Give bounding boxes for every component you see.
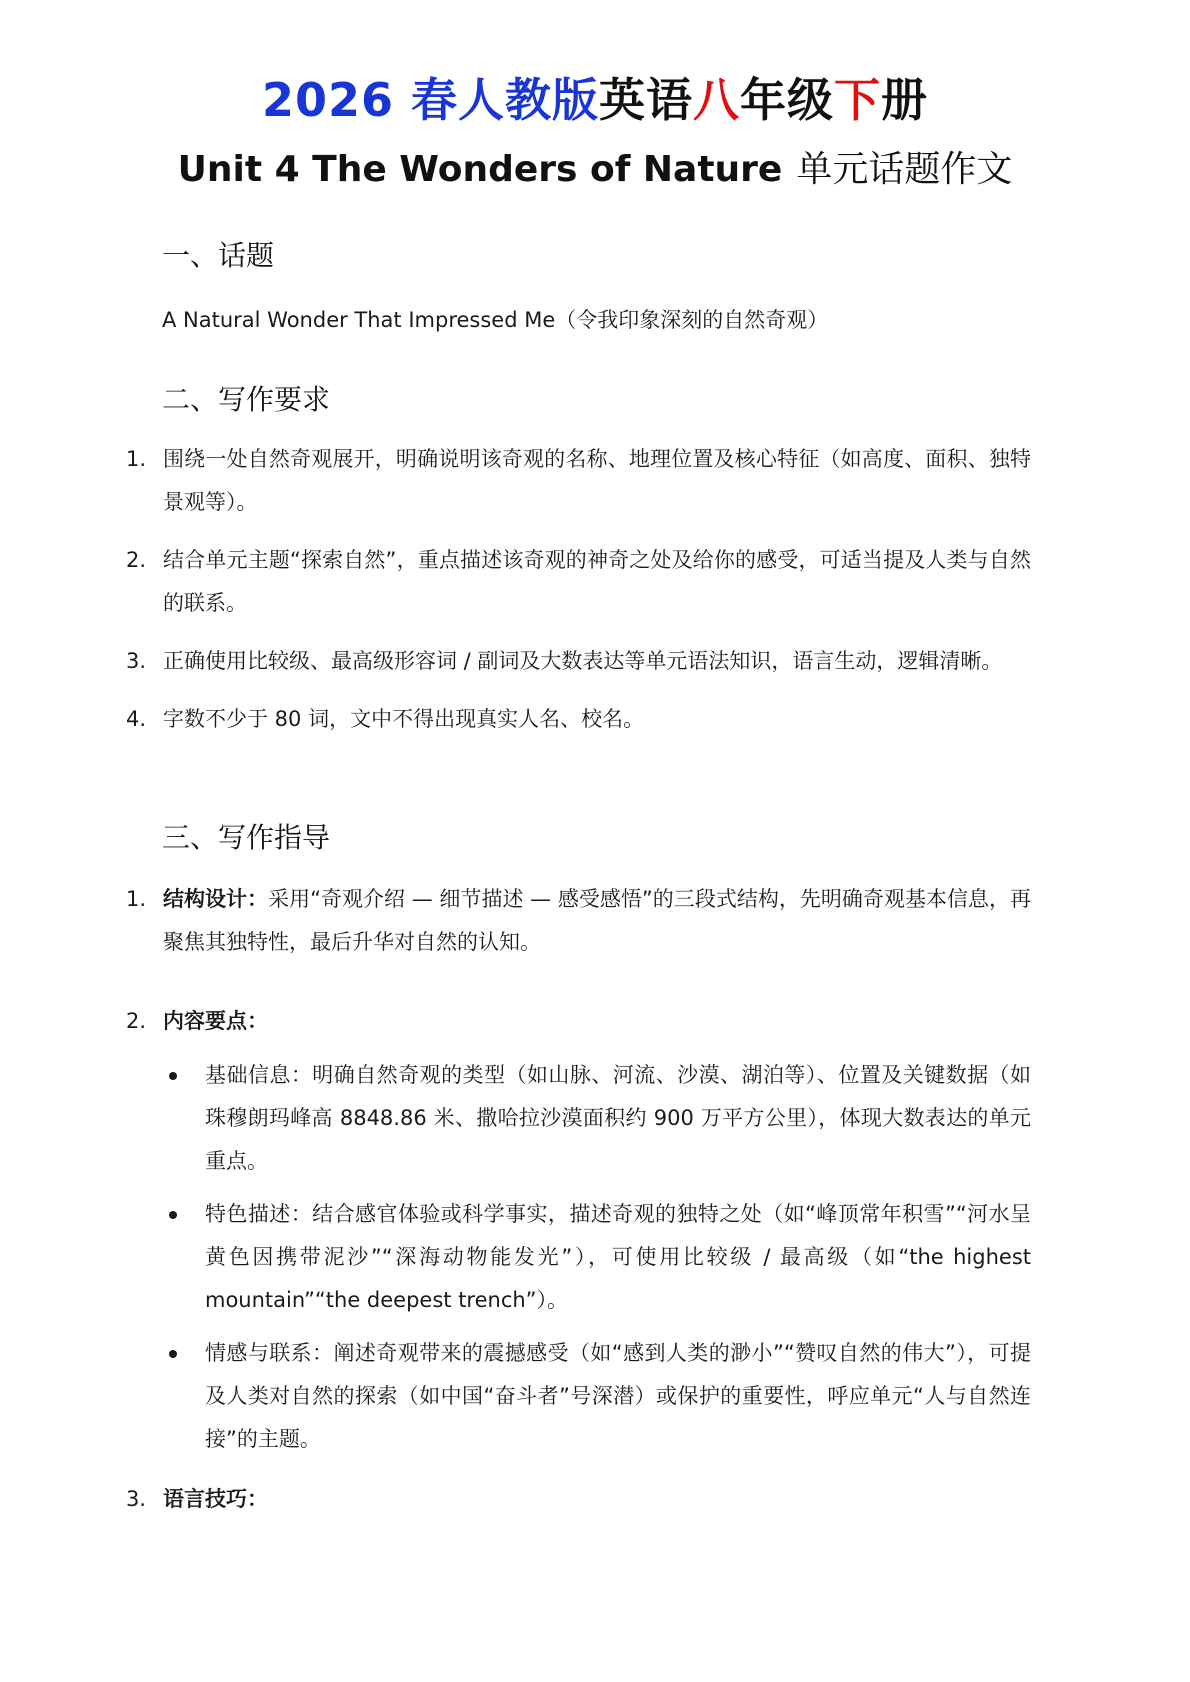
bullet-text: 基础信息：明确自然奇观的类型（如山脉、河流、沙漠、湖泊等）、位置及关键数据（如珠穆朗玛峰高 8848.86 米、撒哈拉沙漠面积约 900 万平方公里），体现大数表达的单元重点。: [205, 1063, 1031, 1173]
item-number: 2.: [126, 548, 147, 572]
title-part6: 册: [881, 73, 929, 127]
item-text: 围绕一处自然奇观展开，明确说明该奇观的名称、地理位置及核心特征（如高度、面积、独特景观等）。: [163, 447, 1031, 514]
title-part4: 年级: [740, 73, 835, 127]
topic-text: A Natural Wonder That Impressed Me（令我印象深刻的自然奇观）: [162, 308, 829, 332]
guidance-item: [126, 1478, 1031, 1521]
item-number: 1.: [126, 887, 147, 911]
section2-heading: 二、写作要求: [162, 383, 331, 416]
item-number: 1.: [126, 447, 147, 471]
bullet-dot: [169, 1211, 177, 1219]
requirement-item: [126, 640, 1031, 683]
guidance-list: [126, 1000, 1031, 1043]
item-number: 3.: [126, 649, 147, 673]
bullet-item: [163, 1054, 1031, 1183]
item-number: 4.: [126, 707, 147, 731]
bullet-text: 情感与联系：阐述奇观带来的震撼感受（如“感到人类的渺小”“赞叹自然的伟大”），可提及人类对自然的探索（如中国“奋斗者”号深潜）或保护的重要性，呼应单元“人与自然连接”的主题。: [205, 1341, 1031, 1451]
item-label: 结构设计：: [163, 887, 269, 911]
requirement-item: [126, 539, 1031, 625]
title-part5: 下: [834, 73, 882, 127]
title-year: 2026: [261, 73, 412, 127]
page-subtitle: [0, 145, 1190, 195]
bullet-item: [163, 1332, 1031, 1461]
section3-heading: 三、写作指导: [162, 821, 331, 854]
item-label: 内容要点：: [163, 1009, 268, 1033]
guidance-list: [126, 878, 1031, 964]
bullet-item: [163, 1193, 1031, 1322]
item-number: 2.: [126, 1009, 147, 1033]
title-part2: 英语: [599, 73, 694, 127]
requirement-item: [126, 438, 1031, 524]
requirements-list: [126, 438, 1031, 741]
guidance-item: [126, 1000, 1031, 1043]
bullet-dot: [169, 1350, 177, 1358]
guidance-list: [126, 1478, 1031, 1521]
requirement-item: [126, 698, 1031, 741]
subtitle-cn: 单元话题作文: [796, 149, 1013, 190]
item-label: 语言技巧：: [163, 1487, 268, 1511]
title-part1: 春人教版: [411, 73, 600, 127]
page-title: [0, 70, 1190, 130]
title-part3: 八: [693, 73, 741, 127]
subtitle-en: Unit 4 The Wonders of Nature: [177, 149, 783, 190]
item-text: 字数不少于 80 词，文中不得出现真实人名、校名。: [163, 707, 645, 731]
item-text: 正确使用比较级、最高级形容词 / 副词及大数表达等单元语法知识，语言生动，逻辑清晰。: [163, 649, 1003, 673]
content-points-list: [163, 1054, 1031, 1461]
section1-heading: 一、话题: [162, 239, 275, 272]
guidance-item: [126, 878, 1031, 964]
bullet-dot: [169, 1072, 177, 1080]
item-text: 结合单元主题“探索自然”，重点描述该奇观的神奇之处及给你的感受，可适当提及人类与自然的联系。: [163, 548, 1031, 615]
bullet-text: 特色描述：结合感官体验或科学事实，描述奇观的独特之处（如“峰顶常年积雪”“河水呈黄色因携带泥沙”“深海动物能发光”），可使用比较级 / 最高级（如“the highest mountain”“the deepest trench”）。: [205, 1202, 1031, 1312]
item-text: 采用“奇观介绍 — 细节描述 — 感受感悟”的三段式结构，先明确奇观基本信息，再聚焦其独特性，最后升华对自然的认知。: [163, 887, 1032, 954]
item-number: 3.: [126, 1487, 147, 1511]
